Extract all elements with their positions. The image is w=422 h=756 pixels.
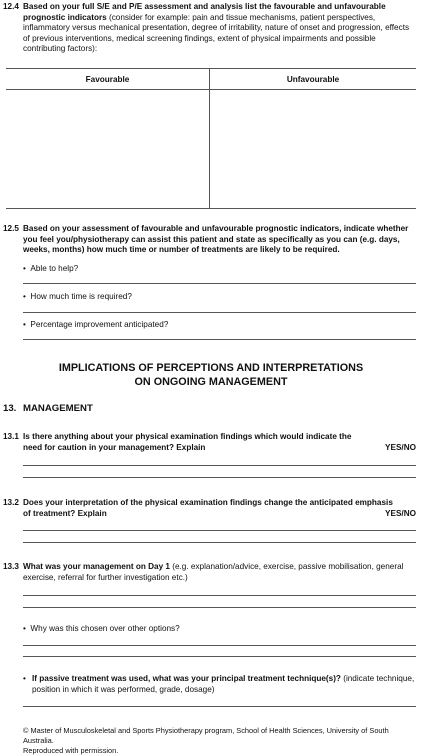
favourable-answer-area[interactable]: [6, 90, 208, 207]
answer-line-13-1-b[interactable]: [23, 477, 416, 478]
section-number-12-5: 12.5: [3, 224, 19, 233]
table-top-rule: [6, 68, 416, 69]
section-number-13-3: 13.3: [3, 562, 19, 571]
section-13-2-yes-no[interactable]: YES/NO: [385, 509, 416, 518]
section-12-4-text: [23, 2, 417, 55]
section-number-13-2: 13.2: [3, 498, 19, 507]
bullet-why-chosen: • Why was this chosen over other options?: [23, 624, 180, 633]
footer-copyright: [23, 726, 419, 756]
section-13-title: MANAGEMENT: [23, 403, 93, 414]
bullet-able-to-help: • Able to help?: [23, 264, 79, 273]
answer-line-why-chosen-a[interactable]: [23, 645, 416, 646]
section-number-13-1: 13.1: [3, 432, 19, 441]
able-to-help-label: Able to help?: [30, 264, 79, 273]
section-13-2-question: Does your interpretation of the physical examination findings change the anticipated emphasis of treatment? Explain: [23, 498, 393, 518]
answer-line-13-3-b[interactable]: [23, 607, 416, 608]
footer-line-2: Reproduced with permission.: [23, 746, 119, 755]
answer-line-time-required[interactable]: [23, 312, 416, 313]
answer-line-passive-treatment[interactable]: [23, 706, 416, 707]
section-13-3-examples: (e.g. explanation/advice, exercise, passive mobilisation, general exercise, referral for further investigation etc.): [23, 562, 404, 582]
passive-treatment-question: If passive treatment was used, what was your principal treatment technique(s)?: [32, 674, 341, 683]
section-number-12-4: 12.4: [3, 2, 19, 11]
bullet-passive-treatment: • If passive treatment was used, what was your principal treatment technique(s)? (indicate technique, position in which it was performed, grade, dosage): [23, 674, 415, 694]
section-heading-line1: IMPLICATIONS OF PERCEPTIONS AND INTERPRETATIONS: [58, 362, 364, 374]
answer-line-why-chosen-b[interactable]: [23, 656, 416, 657]
section-12-4-examples: (consider for example: pain and tissue mechanisms, patient perspectives, inflammatory versus mechanical presentation, degree of irritability, nature of onset and progression, effects of previous interventions, medical screening findings, extent of physical impairments and possible contributing factors):: [23, 12, 410, 54]
answer-line-able-to-help[interactable]: [23, 283, 416, 284]
section-13-3-question: What was your management on Day 1: [23, 562, 170, 571]
why-chosen-label: Why was this chosen over other options?: [30, 624, 180, 633]
bullet-percentage-improvement: • Percentage improvement anticipated?: [23, 320, 169, 329]
section-13-1-question: Is there anything about your physical examination findings which would indicate the need for caution in your management? Explain: [23, 432, 352, 452]
answer-line-13-2-b[interactable]: [23, 542, 416, 543]
footer-line-1: © Master of Musculoskeletal and Sports Physiotherapy program, School of Health Sciences, University of South Australia.: [23, 726, 389, 745]
section-13-3-text: [23, 562, 417, 583]
section-heading-line2: ON ONGOING MANAGEMENT: [134, 376, 288, 388]
percentage-improvement-label: Percentage improvement anticipated?: [30, 320, 169, 329]
answer-line-13-1-a[interactable]: [23, 465, 416, 466]
section-12-5-question: Based on your assessment of favourable and unfavourable prognostic indicators, indicate whether you feel you/physiotherapy can assist this patient and state as specifically as you can (e.g. days, weeks, months) how much time or number of treatments are likely to be required.: [23, 224, 409, 255]
section-13-1-yes-no[interactable]: YES/NO: [385, 443, 416, 452]
column-header-unfavourable: Unfavourable: [286, 75, 340, 84]
section-12-4-question: Based on your full S/E and P/E assessment and analysis list the favourable and unfavourable prognostic indicators: [23, 2, 386, 22]
bullet-time-required: • How much time is required?: [23, 292, 132, 301]
time-required-label: How much time is required?: [30, 292, 132, 301]
answer-line-percentage-improvement[interactable]: [23, 339, 416, 340]
column-header-favourable: Favourable: [85, 75, 130, 84]
table-bottom-rule: [6, 208, 416, 209]
answer-line-13-2-a[interactable]: [23, 530, 416, 531]
unfavourable-answer-area[interactable]: [211, 90, 416, 207]
passive-treatment-hint: (indicate technique, position in which it was performed, grade, dosage): [32, 674, 415, 694]
table-column-divider: [209, 68, 210, 208]
section-number-13: 13.: [3, 403, 17, 414]
answer-line-13-3-a[interactable]: [23, 595, 416, 596]
